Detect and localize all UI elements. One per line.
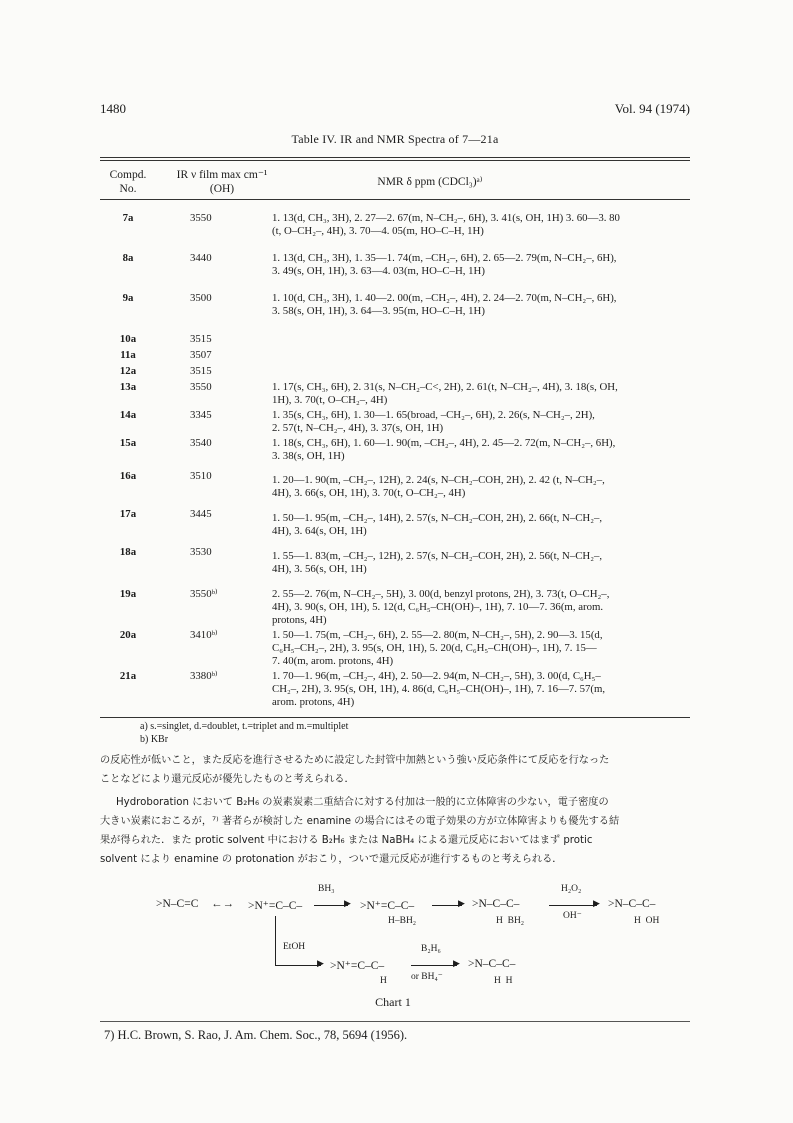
bh3-reagent: BH₃ <box>318 884 335 894</box>
iminium-structure: >N⁺=C–C– <box>248 900 303 912</box>
compd-cell: 9a <box>122 292 134 304</box>
journal-volume: Vol. 94 (1974) <box>614 101 690 116</box>
borane-adduct-substituent: H–BH₂ <box>388 916 417 926</box>
nmr-cell: 1. 18(s, CH₃, 6H), 1. 60—1. 90(m, –CH₂–, 4H), 2. 45—2. 72(m, N–CH₂–, 6H), 3. 38(s, OH, 1H) <box>272 437 616 462</box>
enamine-structure: >N–C=C <box>156 898 199 910</box>
protonated-iminium-structure: >N⁺=C–C– <box>330 960 385 972</box>
reaction-arrow-1 <box>314 905 348 906</box>
table-title: Table IV. IR and NMR Spectra of 7—21a <box>291 132 499 146</box>
ir-cell: 3510 <box>190 470 212 482</box>
arrow-head-5: ▶ <box>453 958 460 968</box>
reference-rule <box>100 1021 690 1022</box>
compd-cell: 8a <box>122 252 134 264</box>
branch-line <box>275 916 276 966</box>
column-header-compd: Compd. No. <box>109 169 147 195</box>
b2h6-reagent: B₂H₆ <box>421 944 441 954</box>
footnote-b: b) KBr <box>140 734 169 745</box>
etoh-reagent: EtOH <box>283 942 306 952</box>
nmr-cell: 1. 70—1. 96(m, –CH₂–, 4H), 2. 50—2. 94(m, N–CH₂–, 5H), 3. 00(d, C₆H₅– CH₂–, 2H), 3. 95(s, OH, 1H), 4. 86(d, C₆H₅–CH(OH)–, 1H), 7. 16—7. 57(m, arom. protons, 4H) <box>272 670 606 708</box>
column-header-nmr: NMR δ ppm (CDCl₃)ᵃ⁾ <box>377 176 483 188</box>
nmr-cell: 1. 50—1. 75(m, –CH₂–, 6H), 2. 55—2. 80(m, N–CH₂–, 5H), 2. 90—3. 15(d, C₆H₅–CH₂–, 2H), 3. 95(s, OH, 1H), 5. 20(d, C₆H₅–CH(OH)–, 1H), 7. 15— 7. 40(m, arom. protons, 4H) <box>272 629 603 667</box>
ir-cell: 3550 <box>190 212 212 224</box>
protonated-iminium-substituent: H <box>380 976 387 986</box>
reference-7: 7) H.C. Brown, S. Rao, J. Am. Chem. Soc., 78, 5694 (1956). <box>104 1028 408 1042</box>
table-top-rule <box>100 157 690 158</box>
arrow-head-2: ▶ <box>458 898 465 908</box>
borohydride-reagent: or BH₄⁻ <box>411 972 443 982</box>
ir-cell: 3500 <box>190 292 212 304</box>
amino-alcohol-structure: >N–C–C– <box>608 898 656 910</box>
compd-cell: 13a <box>119 381 137 393</box>
nmr-cell: 1. 20—1. 90(m, –CH₂–, 12H), 2. 24(s, N–CH₂–COH, 2H), 2. 42 (t, N–CH₂–, 4H), 3. 66(s, OH, 1H), 3. 70(t, O–CH₂–, 4H) <box>272 474 605 499</box>
table-bottom-rule <box>100 717 690 718</box>
resonance-arrow: ←→ <box>211 898 234 910</box>
body-paragraph-1-line-1: の反応性が低いこと，また反応を進行させるために設定した封管中加熱という強い反応条件にて反応を行なった <box>100 755 610 766</box>
reaction-arrow-5 <box>411 965 457 966</box>
ir-cell: 3445 <box>190 508 212 520</box>
arrow-head-1: ▶ <box>344 898 351 908</box>
alkylborane-structure: >N–C–C– <box>472 898 520 910</box>
ir-cell: 3440 <box>190 252 212 264</box>
table-top-rule-2 <box>100 160 690 161</box>
ir-cell: 3515 <box>190 365 212 377</box>
borane-adduct-structure: >N⁺=C–C– <box>360 900 415 912</box>
body-paragraph-2-line-2: 大きい炭素におこるが，⁷⁾ 著者らが検討した enamine の場合にはその電子効果の方が立体障害よりも優先する結 <box>100 816 620 827</box>
arrow-head-3: ▶ <box>593 898 600 908</box>
compd-cell: 7a <box>122 212 134 224</box>
compd-cell: 17a <box>119 508 137 520</box>
ir-cell: 3515 <box>190 333 212 345</box>
h2o2-reagent: H₂O₂ <box>561 884 582 894</box>
nmr-cell: 1. 50—1. 95(m, –CH₂–, 14H), 2. 57(s, N–CH₂–COH, 2H), 2. 66(t, N–CH₂–, 4H), 3. 64(s, OH, 1H) <box>272 512 603 537</box>
compd-cell: 14a <box>119 409 137 421</box>
nmr-cell: 1. 13(d, CH₃, 3H), 2. 27—2. 67(m, N–CH₂–, 6H), 3. 41(s, OH, 1H) 3. 60—3. 80 (t, O–CH₂–, 4H), 3. 70—4. 05(m, HO–C–H, 1H) <box>272 212 620 237</box>
ir-cell: 3550ᵇ⁾ <box>190 588 218 600</box>
reaction-arrow-4 <box>275 965 321 966</box>
footnote-a: a) s.=singlet, d.=doublet, t.=triplet and m.=multiplet <box>140 721 349 732</box>
arrow-head-4: ▶ <box>317 958 324 968</box>
nmr-cell: 1. 13(d, CH₃, 3H), 1. 35—1. 74(m, –CH₂–, 6H), 2. 65—2. 79(m, N–CH₂–, 6H), 3. 49(s, OH, 1H), 3. 63—4. 03(m, HO–C–H, 1H) <box>272 252 617 277</box>
reaction-arrow-3 <box>549 905 597 906</box>
alkylborane-substituent: H BH₂ <box>496 916 525 926</box>
compd-cell: 10a <box>119 333 137 345</box>
compd-cell: 19a <box>119 588 137 600</box>
compd-cell: 11a <box>120 349 136 361</box>
nmr-cell: 1. 35(s, CH₃, 6H), 1. 30—1. 65(broad, –CH₂–, 6H), 2. 26(s, N–CH₂–, 2H), 2. 57(t, N–CH₂–, 4H), 3. 37(s, OH, 1H) <box>272 409 595 434</box>
compd-cell: 12a <box>119 365 137 377</box>
table-header-rule <box>100 199 690 200</box>
compd-cell: 21a <box>119 670 137 682</box>
amine-product-structure: >N–C–C– <box>468 958 516 970</box>
compd-cell: 16a <box>119 470 137 482</box>
ir-cell: 3540 <box>190 437 212 449</box>
body-paragraph-1-line-2: ことなどにより還元反応が優先したものと考えられる． <box>100 774 355 785</box>
nmr-cell: 1. 55—1. 83(m, –CH₂–, 12H), 2. 57(s, N–CH₂–COH, 2H), 2. 56(t, N–CH₂–, 4H), 3. 56(s, OH, 1H) <box>272 550 603 575</box>
body-paragraph-2-line-3: 果が得られた．また protic solvent 中における B₂H₆ または NaBH₄ による還元反応においてはまず protic <box>100 835 593 846</box>
ir-cell: 3380ᵇ⁾ <box>190 670 218 682</box>
compd-cell: 20a <box>119 629 137 641</box>
nmr-cell: 2. 55—2. 76(m, N–CH₂–, 5H), 3. 00(d, benzyl protons, 2H), 3. 73(t, O–CH₂–, 4H), 3. 90(s, OH, 1H), 5. 12(d, C₆H₅–CH(OH)–, 1H), 7. 10—7. 36(m, arom. protons, 4H) <box>272 588 610 626</box>
amine-product-substituent: H H <box>494 976 513 986</box>
column-header-ir: IR ν film max cm⁻¹ (OH) <box>176 169 268 195</box>
nmr-cell: 1. 10(d, CH₃, 3H), 1. 40—2. 00(m, –CH₂–, 4H), 2. 24—2. 70(m, N–CH₂–, 6H), 3. 58(s, OH, 1H), 3. 64—3. 95(m, HO–C–H, 1H) <box>272 292 617 317</box>
body-paragraph-2-line-4: solvent により enamine の protonation がおこり，ついで還元反応が進行するものと考えられる． <box>100 854 563 865</box>
page-number: 1480 <box>100 101 126 116</box>
ir-cell: 3345 <box>190 409 212 421</box>
ir-cell: 3550 <box>190 381 212 393</box>
ir-cell: 3530 <box>190 546 212 558</box>
compd-cell: 18a <box>119 546 137 558</box>
amino-alcohol-substituent: H OH <box>634 916 660 926</box>
body-paragraph-2-line-1: Hydroboration において B₂H₆ の炭素炭素二重結合に対する付加は一般的に立体障害の少ない，電子密度の <box>116 797 609 808</box>
hydroxide-reagent: OH⁻ <box>563 911 582 921</box>
nmr-cell: 1. 17(s, CH₃, 6H), 2. 31(s, N–CH₂–C<, 2H), 2. 61(t, N–CH₂–, 4H), 3. 18(s, OH, 1H), 3. 70(t, O–CH₂–, 4H) <box>272 381 618 406</box>
ir-cell: 3410ᵇ⁾ <box>190 629 218 641</box>
ir-cell: 3507 <box>190 349 212 361</box>
compd-cell: 15a <box>119 437 137 449</box>
chart-caption: Chart 1 <box>375 995 411 1009</box>
